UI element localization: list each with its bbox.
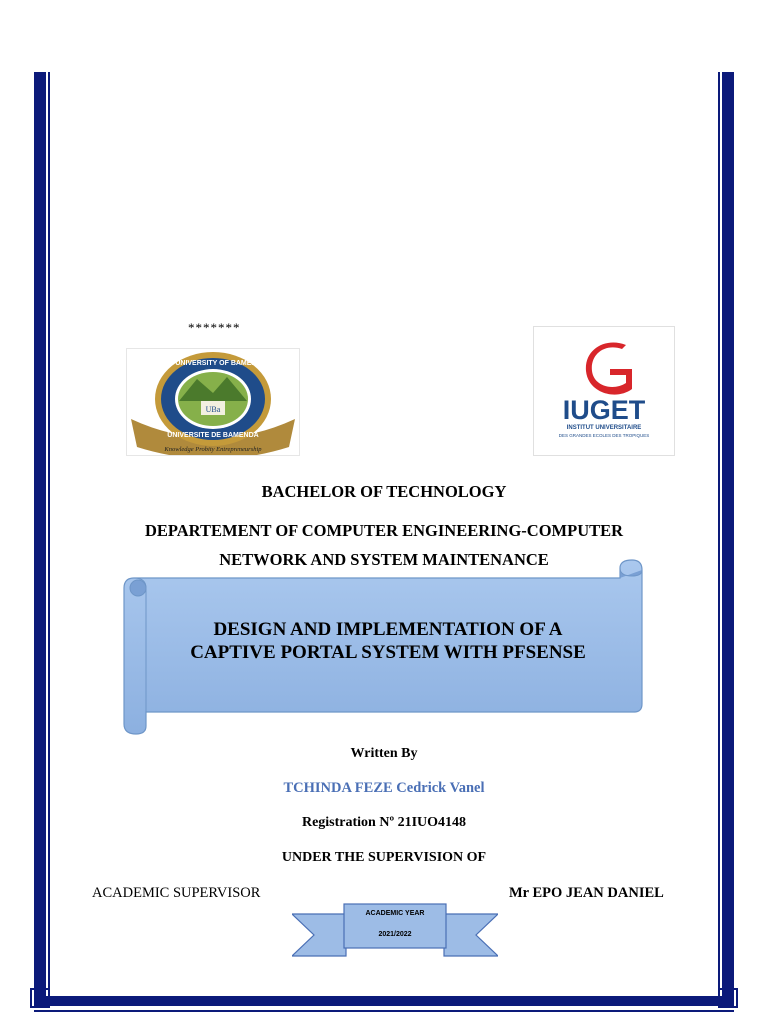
supervisor-name: Mr EPO JEAN DANIEL [509,885,664,901]
logo-ring-top-text: THE UNIVERSITY OF BAMENDA [159,360,267,367]
logo-motto: Knowledge Probity Entrepreneurship [164,446,262,453]
thesis-title-line-1: DESIGN AND IMPLEMENTATION OF A [213,619,563,640]
logo-badge-text: UBa [205,405,221,414]
page-border-bottom [34,996,734,1006]
registration-number: Registration Nº 21IUO4148 [301,815,467,830]
academic-year-label: ACADEMIC YEAR [365,910,425,917]
degree-heading: BACHELOR OF TECHNOLOGY [261,482,507,501]
stars-separator: ******* [188,320,241,335]
department-line-2: NETWORK AND SYSTEM MAINTENANCE [219,550,549,569]
author-name: TCHINDA FEZE Cedrick Vanel [283,780,485,796]
corner-ornament-left [30,988,50,1008]
title-scroll-banner [120,556,646,738]
academic-year-value: 2021/2022 [378,931,412,938]
thesis-title-line-2: CAPTIVE PORTAL SYSTEM WITH PFSENSE [190,642,586,663]
corner-ornament-right [718,988,738,1008]
iuget-line1: INSTITUT UNIVERSITAIRE [566,425,642,431]
university-of-bamenda-logo [126,348,300,456]
iuget-line2: DES GRANDES ECOLES DES TROPIQUES [558,433,650,438]
page-border-bottom-inner [34,1010,734,1012]
written-by-label: Written By [350,746,418,761]
academic-year-ribbon [292,902,498,960]
iuget-logo [533,326,675,456]
logo-ring-bottom-text: UNIVERSITE DE BAMENDA [167,432,259,439]
department-line-1: DEPARTEMENT OF COMPUTER ENGINEERING-COMPUTER [144,521,624,540]
supervisor-label: ACADEMIC SUPERVISOR [92,885,261,901]
supervision-heading: UNDER THE SUPERVISION OF [281,850,487,865]
iuget-name: IUGET [562,395,646,425]
